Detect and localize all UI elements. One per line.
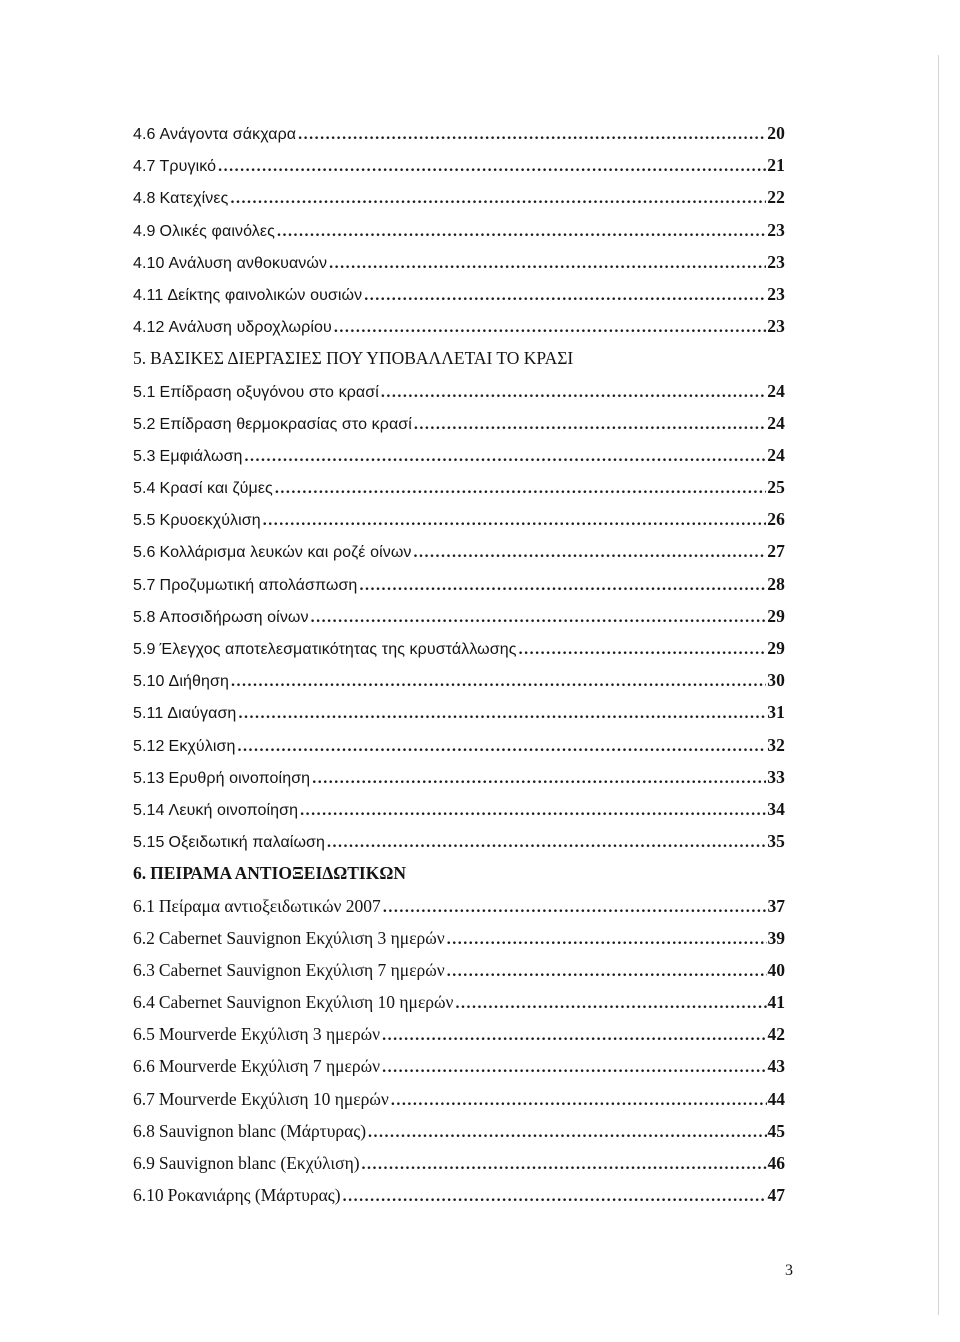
toc-dot-leader xyxy=(447,924,767,956)
toc-dot-leader xyxy=(238,698,766,730)
toc-entry-page: 29 xyxy=(767,605,785,626)
toc-entry xyxy=(133,1050,785,1082)
toc-entry xyxy=(133,471,785,503)
toc-entry-page: 39 xyxy=(767,927,785,948)
toc-entry xyxy=(133,890,785,922)
toc-entry-number: 5.8 xyxy=(133,608,156,626)
toc-entry-page: 32 xyxy=(767,734,785,755)
toc-dot-leader xyxy=(231,666,766,698)
toc-entry xyxy=(133,793,785,825)
toc-entry-page: 44 xyxy=(767,1088,785,1109)
toc-entry-number: 4.7 xyxy=(133,158,156,176)
toc-entry-title: Επίδραση θερμοκρασίας στο κρασί xyxy=(159,415,412,433)
toc-entry xyxy=(133,149,785,181)
toc-dot-leader xyxy=(329,248,766,280)
toc-entry-number: 5.11 xyxy=(133,705,164,723)
toc-entry-page: 47 xyxy=(767,1185,785,1206)
toc-entry-number: 5.6 xyxy=(133,544,156,562)
page-number: 3 xyxy=(785,1262,793,1279)
toc-entry xyxy=(133,761,785,793)
toc-dot-leader xyxy=(275,473,766,505)
toc-entry-number: 6.9 xyxy=(133,1153,155,1173)
toc-entry xyxy=(133,246,785,278)
toc-entry-title: Mourverde Εκχύλιση 3 ημερών xyxy=(158,1024,381,1045)
toc-dot-leader xyxy=(312,763,766,795)
toc-dot-leader xyxy=(382,1020,766,1052)
toc-entry-page: 23 xyxy=(767,316,785,337)
toc-entry xyxy=(133,600,785,632)
toc-dot-leader xyxy=(238,731,767,763)
toc-entry-number: 5.9 xyxy=(133,641,156,658)
toc-section-number: 6. xyxy=(133,863,147,884)
toc-entry-title: Διήθηση xyxy=(168,673,229,691)
toc-dot-leader xyxy=(300,795,766,827)
toc-entry xyxy=(133,1018,785,1050)
toc-dot-leader xyxy=(277,216,766,248)
toc-entry-page: 41 xyxy=(767,992,785,1013)
toc-entry-page: 43 xyxy=(767,1056,785,1077)
toc-entry-page: 22 xyxy=(767,187,785,208)
toc-entry xyxy=(133,535,785,567)
scan-edge-line xyxy=(938,55,939,1315)
toc-entry-page: 37 xyxy=(767,895,785,916)
toc-dot-leader xyxy=(362,1149,767,1181)
toc-dot-leader xyxy=(311,602,767,634)
toc-entry-title: Δείκτης φαινολικών ουσιών xyxy=(167,286,363,304)
toc-dot-leader xyxy=(245,441,767,473)
toc-entry xyxy=(133,825,785,857)
toc-dot-leader xyxy=(263,505,767,537)
toc-dot-leader xyxy=(391,1085,767,1117)
toc-entry-number: 5.10 xyxy=(133,673,165,691)
toc-entry xyxy=(133,954,785,986)
toc-entry-page: 35 xyxy=(767,831,785,852)
toc-entry-page: 34 xyxy=(767,798,785,819)
toc-section-heading xyxy=(133,342,785,374)
toc-entry-page: 31 xyxy=(767,702,785,723)
toc-entry xyxy=(133,407,785,439)
toc-entry xyxy=(133,1115,785,1147)
toc-entry-page: 26 xyxy=(767,509,785,530)
toc-entry xyxy=(133,278,785,310)
toc-entry-page: 23 xyxy=(767,283,785,304)
toc-entry-title: Κρυοεκχύλιση xyxy=(159,512,261,530)
table-of-contents xyxy=(133,117,785,1211)
toc-entry-page: 42 xyxy=(767,1024,785,1045)
toc-dot-leader xyxy=(382,1052,766,1084)
toc-entry-number: 5.13 xyxy=(133,769,165,787)
toc-section-number: 5. xyxy=(133,348,147,369)
toc-entry-number: 5.3 xyxy=(133,447,156,465)
toc-entry xyxy=(133,568,785,600)
toc-dot-leader xyxy=(447,956,767,988)
toc-entry-title: Κρασί και ζύμες xyxy=(159,480,273,498)
toc-entry-page: 28 xyxy=(767,573,785,594)
toc-entry-page: 46 xyxy=(767,1153,785,1173)
toc-entry-number: 6.7 xyxy=(133,1088,155,1109)
toc-entry-number: 6.6 xyxy=(133,1056,155,1077)
toc-entry xyxy=(133,729,785,761)
toc-entry-title: Mourverde Εκχύλιση 10 ημερών xyxy=(158,1088,389,1109)
toc-entry-number: 4.10 xyxy=(133,254,165,272)
toc-entry xyxy=(133,632,785,664)
toc-entry-title: Cabernet Sauvignon Εκχύλιση 3 ημερών xyxy=(158,927,445,948)
toc-section-heading xyxy=(133,857,785,889)
toc-dot-leader xyxy=(334,312,766,344)
toc-entry-number: 5.1 xyxy=(133,383,156,401)
toc-entry-number: 6.2 xyxy=(133,927,155,948)
toc-entry-number: 5.15 xyxy=(133,834,165,852)
toc-entry-number: 5.2 xyxy=(133,415,156,433)
toc-entry-title: Ολικές φαινόλες xyxy=(159,222,275,240)
toc-dot-leader xyxy=(414,409,766,441)
toc-entry xyxy=(133,986,785,1018)
toc-entry-title: Ανάγοντα σάκχαρα xyxy=(159,126,297,143)
toc-entry xyxy=(133,922,785,954)
toc-entry-number: 6.1 xyxy=(133,895,155,916)
toc-entry-title: Κατεχίνες xyxy=(159,190,229,208)
toc-entry-title: Ανάλυση υδροχλωρίου xyxy=(168,319,332,337)
toc-entry-number: 5.14 xyxy=(133,801,165,819)
toc-entry-title: Εμφιάλωση xyxy=(159,447,243,465)
toc-entry-page: 33 xyxy=(767,766,785,787)
toc-dot-leader xyxy=(359,570,766,602)
toc-entry xyxy=(133,696,785,728)
toc-entry-title: Διαύγαση xyxy=(167,705,237,723)
toc-dot-leader xyxy=(343,1181,767,1213)
toc-entry-title: Κολλάρισμα λευκών και ροζέ οίνων xyxy=(159,544,412,562)
toc-entry-title: Cabernet Sauvignon Εκχύλιση 10 ημερών xyxy=(158,992,454,1013)
toc-entry-page: 25 xyxy=(767,477,785,498)
toc-dot-leader xyxy=(519,634,767,666)
toc-dot-leader xyxy=(381,377,766,409)
toc-dot-leader xyxy=(298,119,766,151)
toc-dot-leader xyxy=(368,1117,766,1149)
toc-entry-page: 24 xyxy=(767,380,785,401)
toc-dot-leader xyxy=(364,280,766,312)
toc-entry-number: 4.12 xyxy=(133,319,165,337)
toc-entry-title: Sauvignon blanc (Μάρτυρας) xyxy=(158,1120,367,1141)
toc-entry-page: 45 xyxy=(767,1120,785,1141)
toc-dot-leader xyxy=(327,827,766,859)
toc-entry-number: 5.12 xyxy=(133,737,165,755)
toc-entry-number: 4.6 xyxy=(133,126,156,143)
toc-entry xyxy=(133,664,785,696)
toc-entry-title: Επίδραση οξυγόνου στο κρασί xyxy=(159,383,379,401)
toc-entry-number: 5.7 xyxy=(133,576,156,594)
toc-entry xyxy=(133,117,785,149)
toc-entry xyxy=(133,1179,785,1211)
toc-section-title: ΠΕΙΡΑΜΑ ΑΝΤΙΟΞΕΙΔΩΤΙΚΩΝ xyxy=(150,863,407,884)
toc-entry-number: 5.4 xyxy=(133,480,156,498)
toc-entry-number: 4.9 xyxy=(133,222,156,240)
toc-entry-number: 6.10 xyxy=(133,1185,164,1206)
toc-dot-leader xyxy=(230,183,766,215)
toc-entry xyxy=(133,375,785,407)
toc-entry xyxy=(133,181,785,213)
toc-entry-page: 30 xyxy=(767,670,785,691)
toc-entry xyxy=(133,1147,785,1179)
toc-entry-number: 5.5 xyxy=(133,512,156,530)
toc-entry-number: 6.3 xyxy=(133,959,155,980)
toc-entry-title: Ανάλυση ανθοκυανών xyxy=(168,254,328,272)
toc-entry xyxy=(133,503,785,535)
toc-entry-page: 27 xyxy=(767,541,785,562)
toc-dot-leader xyxy=(414,537,767,569)
toc-entry-page: 24 xyxy=(767,444,785,465)
toc-entry xyxy=(133,439,785,471)
toc-entry-title: Εκχύλιση xyxy=(168,737,236,755)
toc-dot-leader xyxy=(455,988,766,1020)
toc-entry-page: 29 xyxy=(767,638,785,658)
toc-entry-title: Αποσιδήρωση οίνων xyxy=(159,608,309,626)
toc-entry-title: Τρυγικό xyxy=(159,158,217,176)
toc-entry-page: 40 xyxy=(767,959,785,980)
toc-entry xyxy=(133,214,785,246)
toc-entry xyxy=(133,1083,785,1115)
toc-entry-number: 4.8 xyxy=(133,190,156,208)
toc-entry-title: Sauvignon blanc (Εκχύλιση) xyxy=(158,1153,360,1173)
toc-entry-title: Mourverde Εκχύλιση 7 ημερών xyxy=(158,1056,381,1077)
toc-entry-number: 4.11 xyxy=(133,286,164,304)
toc-dot-leader xyxy=(218,151,766,183)
toc-entry-title: Οξειδωτική παλαίωση xyxy=(168,834,326,852)
toc-entry-title: Προζυμωτική απολάσπωση xyxy=(159,576,358,594)
toc-entry-number: 6.4 xyxy=(133,992,155,1013)
toc-entry-page: 20 xyxy=(767,123,785,143)
toc-entry-page: 23 xyxy=(767,219,785,240)
toc-entry-page: 23 xyxy=(767,251,785,272)
toc-entry-title: Πείραμα αντιοξειδωτικών 2007 xyxy=(158,895,381,916)
toc-entry-number: 6.8 xyxy=(133,1120,155,1141)
toc-entry-title: Ερυθρή οινοποίηση xyxy=(168,769,311,787)
toc-entry-title: Cabernet Sauvignon Εκχύλιση 7 ημερών xyxy=(158,959,445,980)
toc-dot-leader xyxy=(383,892,767,924)
toc-entry-title: Λευκή οινοποίηση xyxy=(168,801,299,819)
toc-entry-title: Έλεγχος αποτελεσματικότητας της κρυστάλλωσης xyxy=(159,641,517,658)
toc-entry-title: Ροκανιάρης (Μάρτυρας) xyxy=(167,1185,341,1206)
toc-entry-page: 21 xyxy=(767,155,785,176)
toc-entry-number: 6.5 xyxy=(133,1024,155,1045)
toc-entry-page: 24 xyxy=(767,412,785,433)
toc-entry xyxy=(133,310,785,342)
toc-section-title: ΒΑΣΙΚΕΣ ΔΙΕΡΓΑΣΙΕΣ ΠΟΥ ΥΠΟΒΑΛΛΕΤΑΙ ΤΟ ΚΡΑΣΙ xyxy=(150,348,574,369)
